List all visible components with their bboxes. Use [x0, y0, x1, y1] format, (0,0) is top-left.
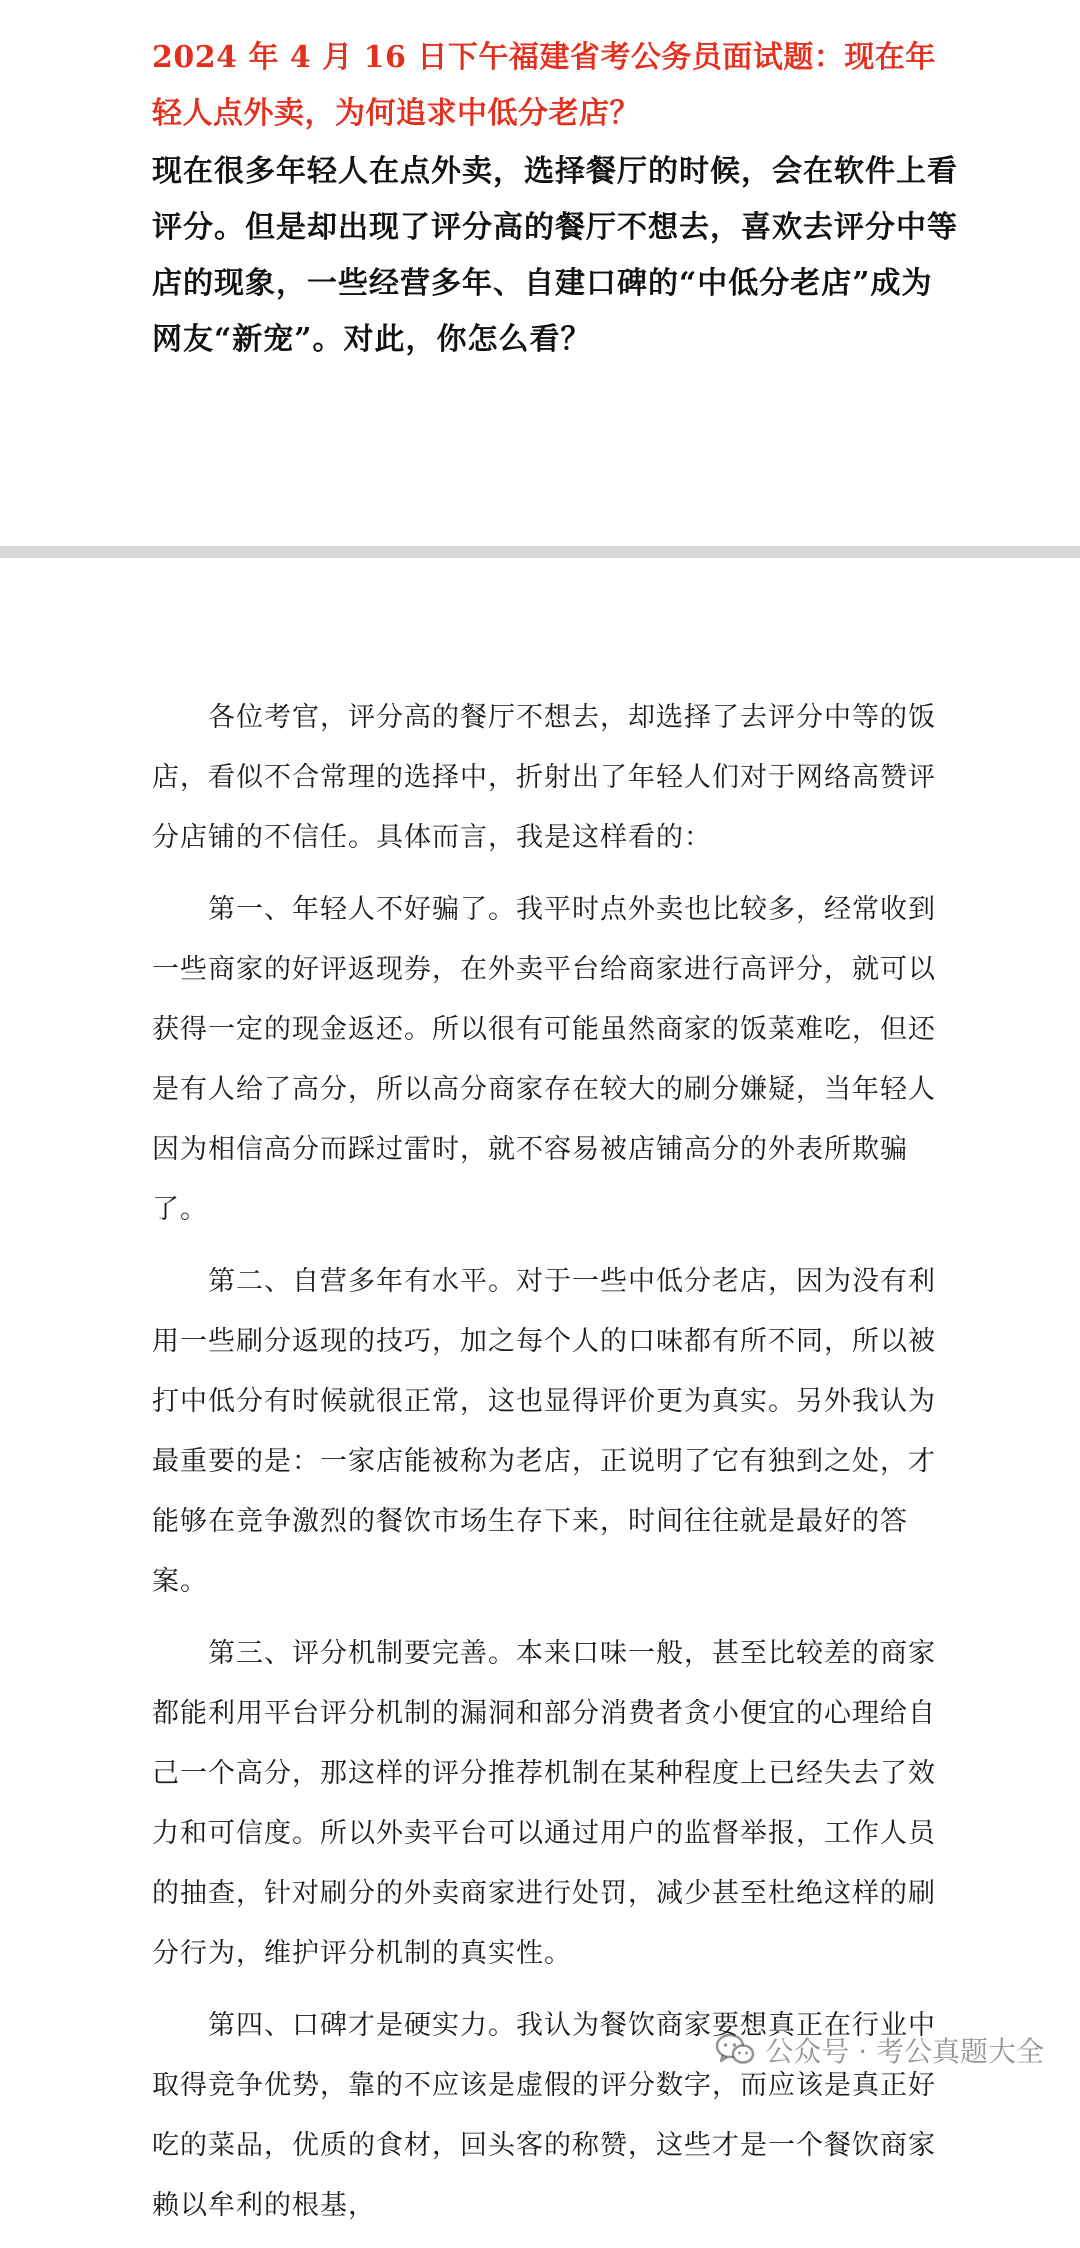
question-title: 2024 年 4 月 16 日下午福建省考公务员面试题：现在年轻人点外卖，为何追求中低分老店？	[152, 40, 936, 131]
answer-paragraph-point-4: 第四、口碑才是硬实力。我认为餐饮商家要想真正在行业中取得竞争优势，靠的不应该是虚假的评分数字，而应该是真正好吃的菜品，优质的食材，回头客的称赞，这些才是一个餐饮商家赖以牟利的根基，	[152, 2010, 936, 2221]
answer-section	[0, 558, 1080, 2221]
answer-paragraph-point-3: 第三、评分机制要完善。本来口味一般，甚至比较差的商家都能利用平台评分机制的漏洞和部分消费者贪小便宜的心理给自己一个高分，那这样的评分推荐机制在某种程度上已经失去了效力和可信度。所以外卖平台可以通过用户的监督举报，工作人员的抽查，针对刷分的外卖商家进行处罚，减少甚至杜绝这样的刷分行为，维护评分机制的真实性。	[152, 1638, 936, 1969]
question-block	[152, 30, 962, 368]
answer-paragraph-point-1: 第一、年轻人不好骗了。我平时点外卖也比较多，经常收到一些商家的好评返现券，在外卖平台给商家进行高评分，就可以获得一定的现金返还。所以很有可能虽然商家的饭菜难吃，但还是有人给了高分，所以高分商家存在较大的刷分嫌疑，当年轻人因为相信高分而踩过雷时，就不容易被店铺高分的外表所欺骗了。	[152, 894, 936, 1225]
answer-body	[152, 688, 962, 2248]
answer-paragraph-point-2: 第二、自营多年有水平。对于一些中低分老店，因为没有利用一些刷分返现的技巧，加之每个人的口味都有所不同，所以被打中低分有时候就很正常，这也显得评价更为真实。另外我认为最重要的是：一家店能被称为老店，正说明了它有独到之处，才能够在竞争激烈的餐饮市场生存下来，时间往往就是最好的答案。	[152, 1266, 936, 1597]
wechat-icon	[715, 2033, 755, 2067]
question-section	[0, 0, 1080, 546]
watermark-text: 公众号 · 考公真题大全	[765, 2035, 1044, 2068]
watermark	[715, 2030, 1044, 2070]
answer-paragraph-intro: 各位考官，评分高的餐厅不想去，却选择了去评分中等的饭店，看似不合常理的选择中，折射出了年轻人们对于网络高赞评分店铺的不信任。具体而言，我是这样看的：	[152, 702, 936, 853]
section-divider	[0, 546, 1080, 558]
question-body: 现在很多年轻人在点外卖，选择餐厅的时候，会在软件上看评分。但是却出现了评分高的餐厅不想去，喜欢去评分中等店的现象，一些经营多年、自建口碑的“中低分老店”成为网友“新宠”。对此，你怎么看？	[152, 154, 958, 357]
